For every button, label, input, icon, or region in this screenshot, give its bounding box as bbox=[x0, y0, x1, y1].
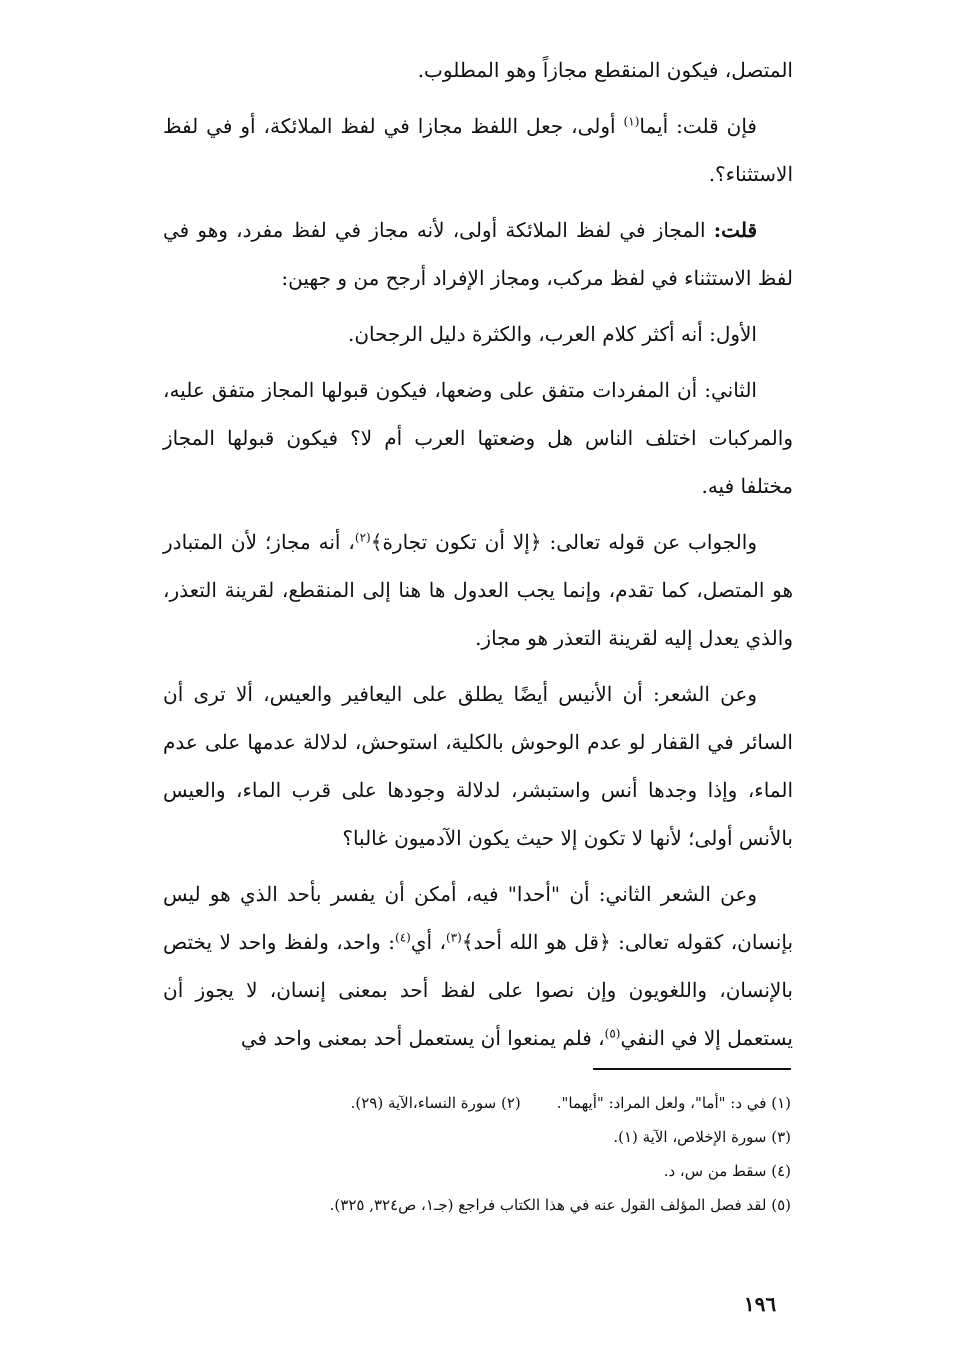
paragraph bbox=[163, 670, 793, 862]
paragraph bbox=[163, 870, 793, 1062]
paragraph-text: الأول: أنه أكثر كلام العرب، والكثرة دليل الرجحان. bbox=[347, 322, 757, 346]
paragraph bbox=[163, 310, 793, 358]
footnote-ref[interactable]: (٤) bbox=[395, 930, 411, 945]
paragraph bbox=[163, 518, 793, 662]
footnote-1: (١) في د: "أما"، ولعل المراد: "أيهما". bbox=[556, 1094, 791, 1112]
paragraph bbox=[163, 102, 793, 198]
footnote-row bbox=[163, 1086, 791, 1120]
main-text bbox=[163, 46, 793, 1070]
paragraph-text: وعن الشعر الثاني: أن "أحدا" فيه، أمكن أن يفسر بأحد الذي هو ليس بإنسان، كقوله تعالى: ﴿قل هو الله أحد﴾ bbox=[163, 882, 794, 954]
paragraph-text: فإن قلت: أيما bbox=[639, 114, 757, 138]
paragraph-text: : واحد، ولفظ واحد لا يختص بالإنسان، واللغويون وإن نصوا على لفظ أحد بمعنى إنسان، لا يجوز أن يستعمل إلا في النفي bbox=[163, 930, 793, 1050]
paragraph-text: الثاني: أن المفردات متفق على وضعها، فيكون قبولها المجاز متفق عليه، والمركبات اختلف الناس هل وضعتها العرب أم لا؟ فيكون قبولها المجاز مختلفا فيه. bbox=[163, 378, 793, 498]
footnote-ref[interactable]: (٢) bbox=[354, 530, 371, 545]
footnote-ref[interactable]: (٣) bbox=[445, 930, 462, 945]
footnote-ref[interactable]: (٥) bbox=[604, 1026, 621, 1041]
paragraph bbox=[163, 366, 793, 510]
paragraph-text: ، أنه مجاز؛ لأن المتبادر هو المتصل، كما تقدم، وإنما يجب العدول ها هنا إلى المنقطع، لقرينة التعذر، والذي يعدل إليه لقرينة التعذر هو مجاز. bbox=[163, 530, 793, 650]
footnote-divider bbox=[593, 1068, 791, 1070]
paragraph-text: وعن الشعر: أن الأنيس أيضًا يطلق على اليعافير والعيس، ألا ترى أن السائر في القفار لو عدم الوحوش بالكلية، استوحش، لدلالة عدمها على عدم الماء، وإذا وجدها أنس واستبشر، لدلالة وجودها على قرب الماء، والعيس بالأنس أولى؛ لأنها لا تكون إلا حيث يكون الآدميون غالبا؟ bbox=[163, 682, 793, 850]
paragraph-text: والجواب عن قوله تعالى: ﴿إلا أن تكون تجارة﴾ bbox=[370, 530, 757, 554]
paragraph-text: المجاز في لفظ الملائكة أولى، لأنه مجاز في لفظ مفرد، وهو في لفظ الاستثناء في لفظ مركب، ومجاز الإفراد أرجح من و جهين: bbox=[163, 218, 793, 290]
paragraph-text: ، أي bbox=[410, 930, 446, 954]
footnote-ref[interactable]: (١) bbox=[623, 114, 640, 129]
paragraph-text: أولى، جعل اللفظ مجازا في لفظ الملائكة، أو في لفظ الاستثناء؟. bbox=[163, 114, 793, 186]
footnote-5: (٥) لقد فصل المؤلف القول عنه في هذا الكتاب فراجع (جـ١، ص٣٢٤, ٣٢٥). bbox=[329, 1196, 791, 1214]
paragraph-text: المتصل، فيكون المنقطع مجازاً وهو المطلوب. bbox=[417, 58, 793, 82]
footnote-3: (٣) سورة الإخلاص، الآية (١). bbox=[613, 1128, 791, 1146]
footnote-2: (٢) سورة النساء،الآية (٢٩). bbox=[350, 1094, 521, 1112]
paragraph-text: ، فلم يمنعوا أن يستعمل أحد بمعنى واحد في bbox=[240, 1026, 605, 1050]
paragraph bbox=[163, 46, 793, 94]
footnote-4: (٤) سقط من س، د. bbox=[663, 1162, 791, 1180]
footnotes bbox=[163, 1086, 791, 1222]
paragraph bbox=[163, 206, 793, 302]
paragraph-lead: قلت: bbox=[713, 218, 757, 242]
page-number: ١٩٦ bbox=[743, 1292, 777, 1316]
